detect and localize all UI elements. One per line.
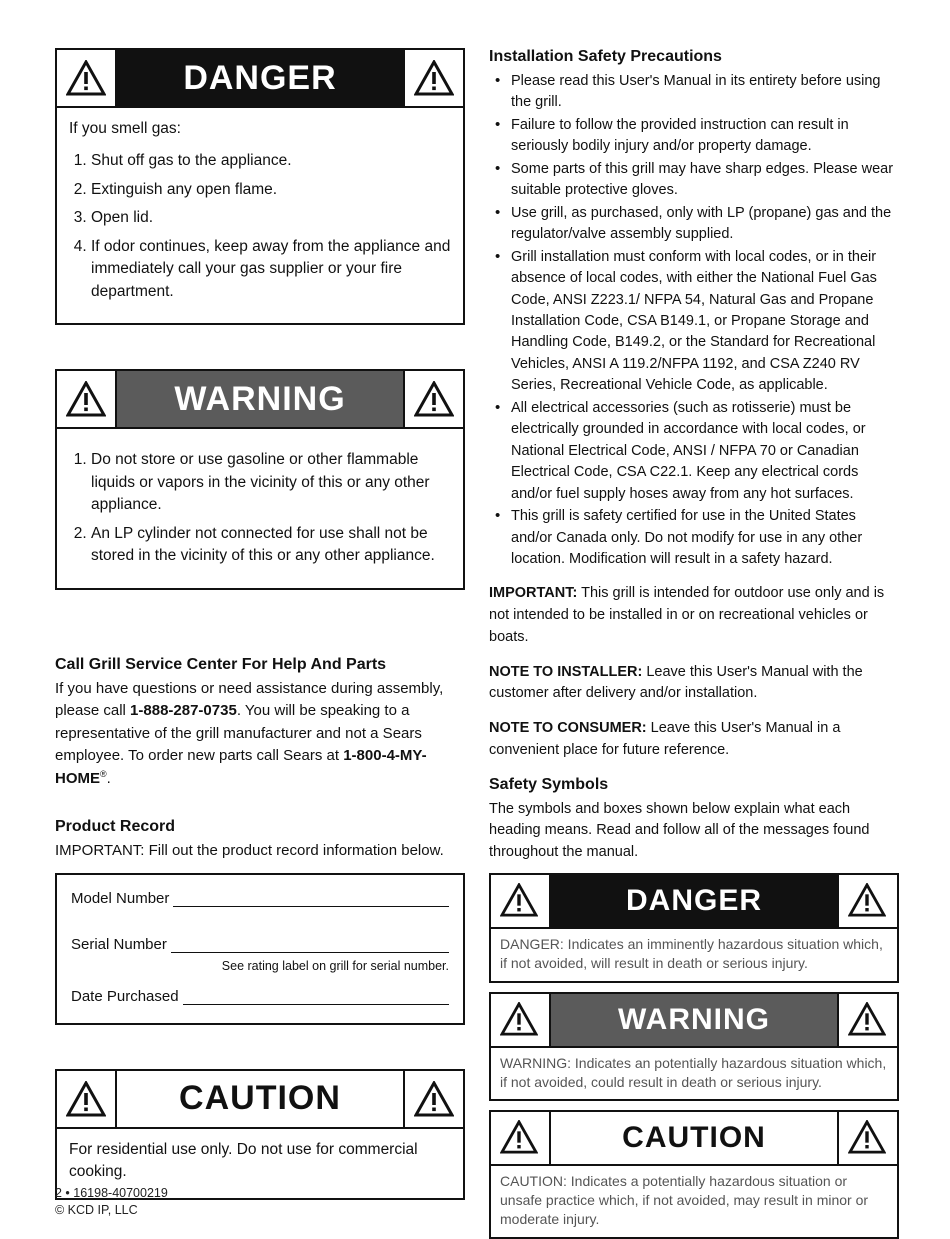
warning-triangle-icon bbox=[403, 50, 463, 106]
spacer bbox=[55, 790, 465, 818]
list-item: 1. Do not store or use gasoline or other flammable liquids or vapors in the vicinity of this or any other appliance. bbox=[91, 449, 451, 516]
service-text-3: . bbox=[106, 769, 111, 787]
list-item: • Use grill, as purchased, only with LP (propane) gas and the regulator/valve assembly supplied. bbox=[489, 203, 899, 246]
warning-label: WARNING bbox=[117, 371, 403, 427]
warning-triangle-icon bbox=[403, 371, 463, 427]
danger-intro: If you smell gas: bbox=[69, 120, 181, 137]
important-label: IMPORTANT: bbox=[489, 585, 578, 602]
warning-triangle-icon bbox=[491, 994, 551, 1046]
symbol-box-caution bbox=[489, 1110, 899, 1239]
service-phone-1: 1-888-287-0735 bbox=[130, 702, 237, 720]
warning-triangle-icon bbox=[837, 994, 897, 1046]
symbol-box-warning bbox=[489, 992, 899, 1102]
important-note bbox=[489, 583, 899, 648]
symbol-caution-label: CAUTION bbox=[551, 1112, 837, 1164]
service-text bbox=[55, 678, 465, 791]
serial-number-label: Serial Number bbox=[71, 935, 167, 953]
symbol-box-danger bbox=[489, 873, 899, 983]
date-purchased-row bbox=[71, 987, 449, 1005]
danger-alert-box bbox=[55, 48, 465, 325]
model-number-row bbox=[71, 889, 449, 907]
danger-banner bbox=[57, 50, 463, 108]
caution-label: CAUTION bbox=[117, 1071, 403, 1127]
list-item: • Grill installation must conform with local codes, or in their absence of local codes, with either the National Fuel Gas Code, ANSI Z223.1/ NFPA 54, Natural Gas and Propane Installation Code, CSA B149.1, or Propane Storage and Handling Code, B149.2, or the Standard for Recreational Vehicles, ANSI A 119.2/NFPA 1192, and CSA Z240 RV Series, Recreational Vehicle Code, as applicable. bbox=[489, 247, 899, 397]
warning-triangle-icon bbox=[57, 1071, 117, 1127]
note-consumer-label: NOTE TO CONSUMER: bbox=[489, 720, 647, 737]
danger-label: DANGER bbox=[117, 50, 403, 106]
note-to-installer bbox=[489, 662, 899, 706]
date-purchased-label: Date Purchased bbox=[71, 987, 179, 1005]
service-phone-2: 1-800-4-MY-HOME bbox=[55, 747, 427, 787]
serial-number-input[interactable] bbox=[171, 935, 449, 953]
note-consumer-text: Leave this User's Manual in a convenient place for future reference. bbox=[489, 720, 841, 758]
spacer bbox=[55, 1025, 465, 1069]
caution-banner bbox=[57, 1071, 463, 1129]
product-record-heading: Product Record bbox=[55, 818, 176, 836]
spacer bbox=[71, 913, 449, 935]
warning-triangle-icon bbox=[403, 1071, 463, 1127]
list-item: • Some parts of this grill may have sharp edges. Please wear suitable protective gloves. bbox=[489, 159, 899, 202]
note-installer-text: Leave this User's Manual with the customer after delivery and/or installation. bbox=[489, 663, 863, 702]
model-number-input[interactable] bbox=[173, 889, 449, 907]
warning-body bbox=[57, 429, 463, 587]
registered-mark-icon: ® bbox=[100, 768, 107, 779]
warning-alert-box bbox=[55, 369, 465, 589]
list-item: 2. An LP cylinder not connected for use shall not be stored in the vicinity of this or any other appliance. bbox=[91, 523, 451, 568]
left-column bbox=[55, 48, 465, 1200]
service-heading: Call Grill Service Center For Help And Parts bbox=[55, 655, 387, 673]
warning-triangle-icon bbox=[491, 1112, 551, 1164]
important-text: This grill is intended for outdoor use only and is not intended to be installed in or on recreational vehicles or boats. bbox=[489, 585, 885, 645]
footer-line-2: © KCD IP, LLC bbox=[55, 1202, 138, 1217]
list-item: • Please read this User's Manual in its entirety before using the grill. bbox=[489, 71, 899, 114]
list-item: 2. Extinguish any open flame. bbox=[91, 179, 451, 201]
spacer bbox=[55, 325, 465, 369]
date-purchased-input[interactable] bbox=[183, 987, 449, 1005]
serial-number-note: See rating label on grill for serial number. bbox=[221, 958, 449, 973]
danger-body bbox=[57, 108, 463, 323]
serial-number-row bbox=[71, 935, 449, 953]
note-to-consumer bbox=[489, 718, 899, 762]
warning-triangle-icon bbox=[57, 50, 117, 106]
precautions-heading: Installation Safety Precautions bbox=[489, 48, 722, 65]
precautions-list bbox=[489, 71, 899, 570]
symbol-caution-description: CAUTION: Indicates a potentially hazardous situation or unsafe practice which, if not avoided, may result in minor or moderate injury. bbox=[500, 1173, 869, 1228]
warning-triangle-icon bbox=[491, 875, 551, 927]
list-item: • Failure to follow the provided instruction can result in seriously bodily injury and/or property damage. bbox=[489, 115, 899, 158]
footer-line-1: 2 • 16198-40700219 bbox=[55, 1186, 168, 1200]
caution-body: For residential use only. Do not use for commercial cooking. bbox=[69, 1140, 418, 1181]
warning-triangle-icon bbox=[837, 875, 897, 927]
danger-step-list bbox=[69, 150, 451, 303]
spacer bbox=[55, 590, 465, 656]
list-item: • This grill is safety certified for use in the United States and/or Canada only. Do not modify for use in any other location. Modification will result in a safety hazard. bbox=[489, 506, 899, 570]
symbol-warning-description: WARNING: Indicates an potentially hazardous situation which, if not avoided, could result in death or serious injury. bbox=[500, 1054, 887, 1090]
symbol-danger-description: DANGER: Indicates an imminently hazardous situation which, if not avoided, will result in death or serious injury. bbox=[500, 935, 883, 971]
list-item: 1. Shut off gas to the appliance. bbox=[91, 150, 451, 172]
warning-triangle-icon bbox=[837, 1112, 897, 1164]
service-text-1: If you have questions or need assistance during assembly, please call bbox=[55, 679, 444, 720]
product-record-box bbox=[55, 873, 465, 1025]
warning-banner bbox=[57, 371, 463, 429]
service-text-2: . You will be speaking to a representative of the grill manufacturer and not a Sears employee. To order new parts call Sears at bbox=[55, 702, 422, 765]
page-footer bbox=[55, 1185, 168, 1219]
list-item: • All electrical accessories (such as rotisserie) must be electrically grounded in accordance with local codes, or National Electrical Code, ANSI / NFPA 70 or Canadian Electrical Code, CSA C22.1. Keep any electrical cords and/or fuel supply hoses away from any hot surfaces. bbox=[489, 398, 899, 505]
product-record-important: IMPORTANT: Fill out the product record information below. bbox=[55, 842, 444, 860]
symbol-warning-label: WARNING bbox=[551, 994, 837, 1046]
list-item: 4. If odor continues, keep away from the appliance and immediately call your gas supplier or your fire department. bbox=[91, 236, 451, 303]
safety-symbols-heading: Safety Symbols bbox=[489, 775, 609, 793]
warning-step-list bbox=[69, 449, 451, 567]
warning-triangle-icon bbox=[57, 371, 117, 427]
note-installer-label: NOTE TO INSTALLER: bbox=[489, 663, 643, 680]
right-column bbox=[489, 48, 899, 1239]
symbol-danger-label: DANGER bbox=[551, 875, 837, 927]
caution-alert-box bbox=[55, 1069, 465, 1200]
list-item: 3. Open lid. bbox=[91, 207, 451, 229]
model-number-label: Model Number bbox=[71, 889, 170, 907]
safety-symbols-intro: The symbols and boxes shown below explain what each heading means. Read and follow all of the messages found throughout the manual. bbox=[489, 800, 870, 861]
